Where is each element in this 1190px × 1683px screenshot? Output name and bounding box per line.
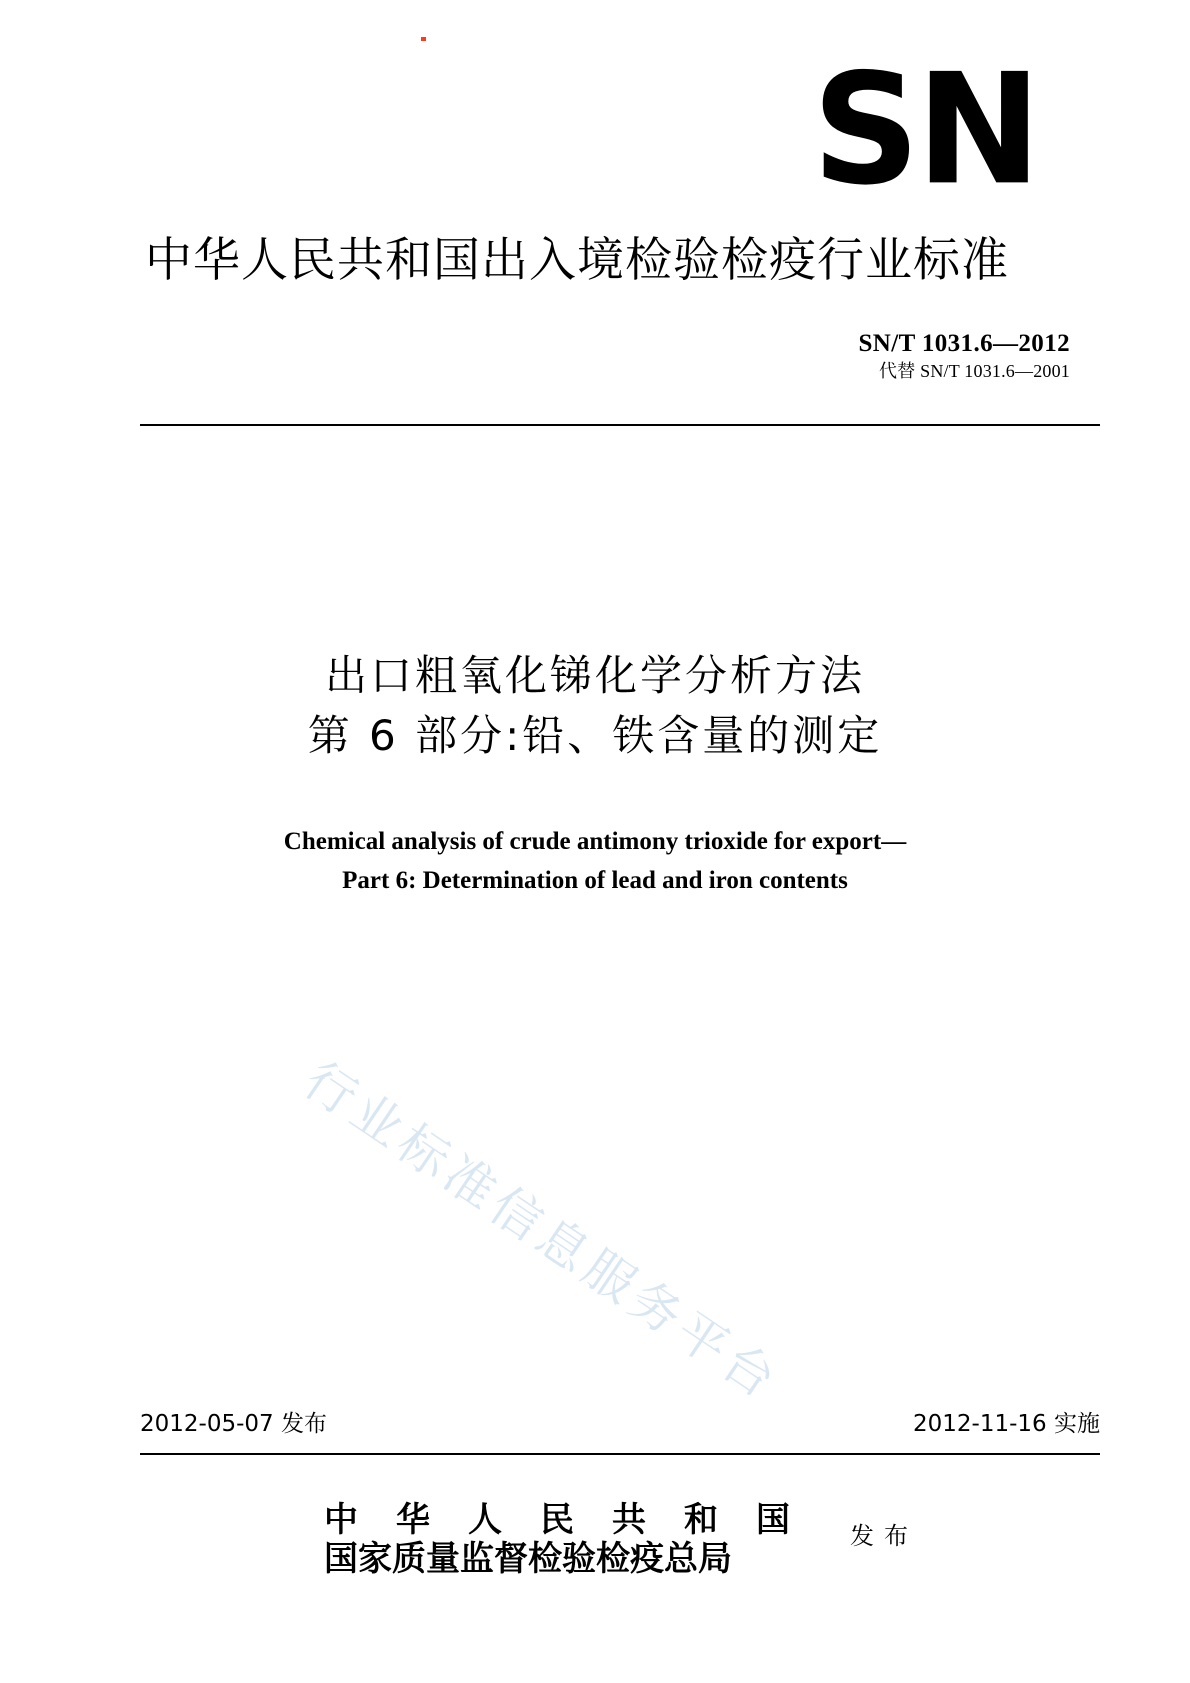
standard-code: SN/T 1031.6—2012: [858, 330, 1070, 357]
english-title: [0, 822, 1190, 900]
bottom-divider: [140, 1453, 1100, 1455]
chinese-title-line-2: 第 6 部分:铅、铁含量的测定: [307, 711, 883, 760]
standard-code-block: [858, 329, 1070, 382]
issue-date: 2012-05-07 发布: [140, 1411, 327, 1437]
watermark: 行业标准信息服务平台: [293, 1050, 791, 1412]
chinese-title: [0, 646, 1190, 766]
english-title-line-2: Part 6: Determination of lead and iron contents: [342, 867, 848, 894]
publish-label: 发布: [850, 1522, 918, 1550]
top-divider: [140, 424, 1100, 426]
org-title: 中华人民共和国出入境检验检疫行业标准: [145, 233, 1009, 288]
replaces-code: 代替 SN/T 1031.6—2001: [879, 361, 1070, 381]
english-title-line-1: Chemical analysis of crude antimony trioxide for export—: [283, 828, 907, 855]
issuer-line-2: 国家质量监督检验检疫总局: [324, 1539, 732, 1579]
sn-logo: SN: [812, 41, 1038, 220]
chinese-title-line-1: 出口粗氧化锑化学分析方法: [324, 651, 865, 700]
implementation-date: 2012-11-16 实施: [913, 1411, 1100, 1437]
top-mark: [421, 37, 426, 41]
issuer-line-1: 中华人民共和国: [324, 1500, 828, 1540]
